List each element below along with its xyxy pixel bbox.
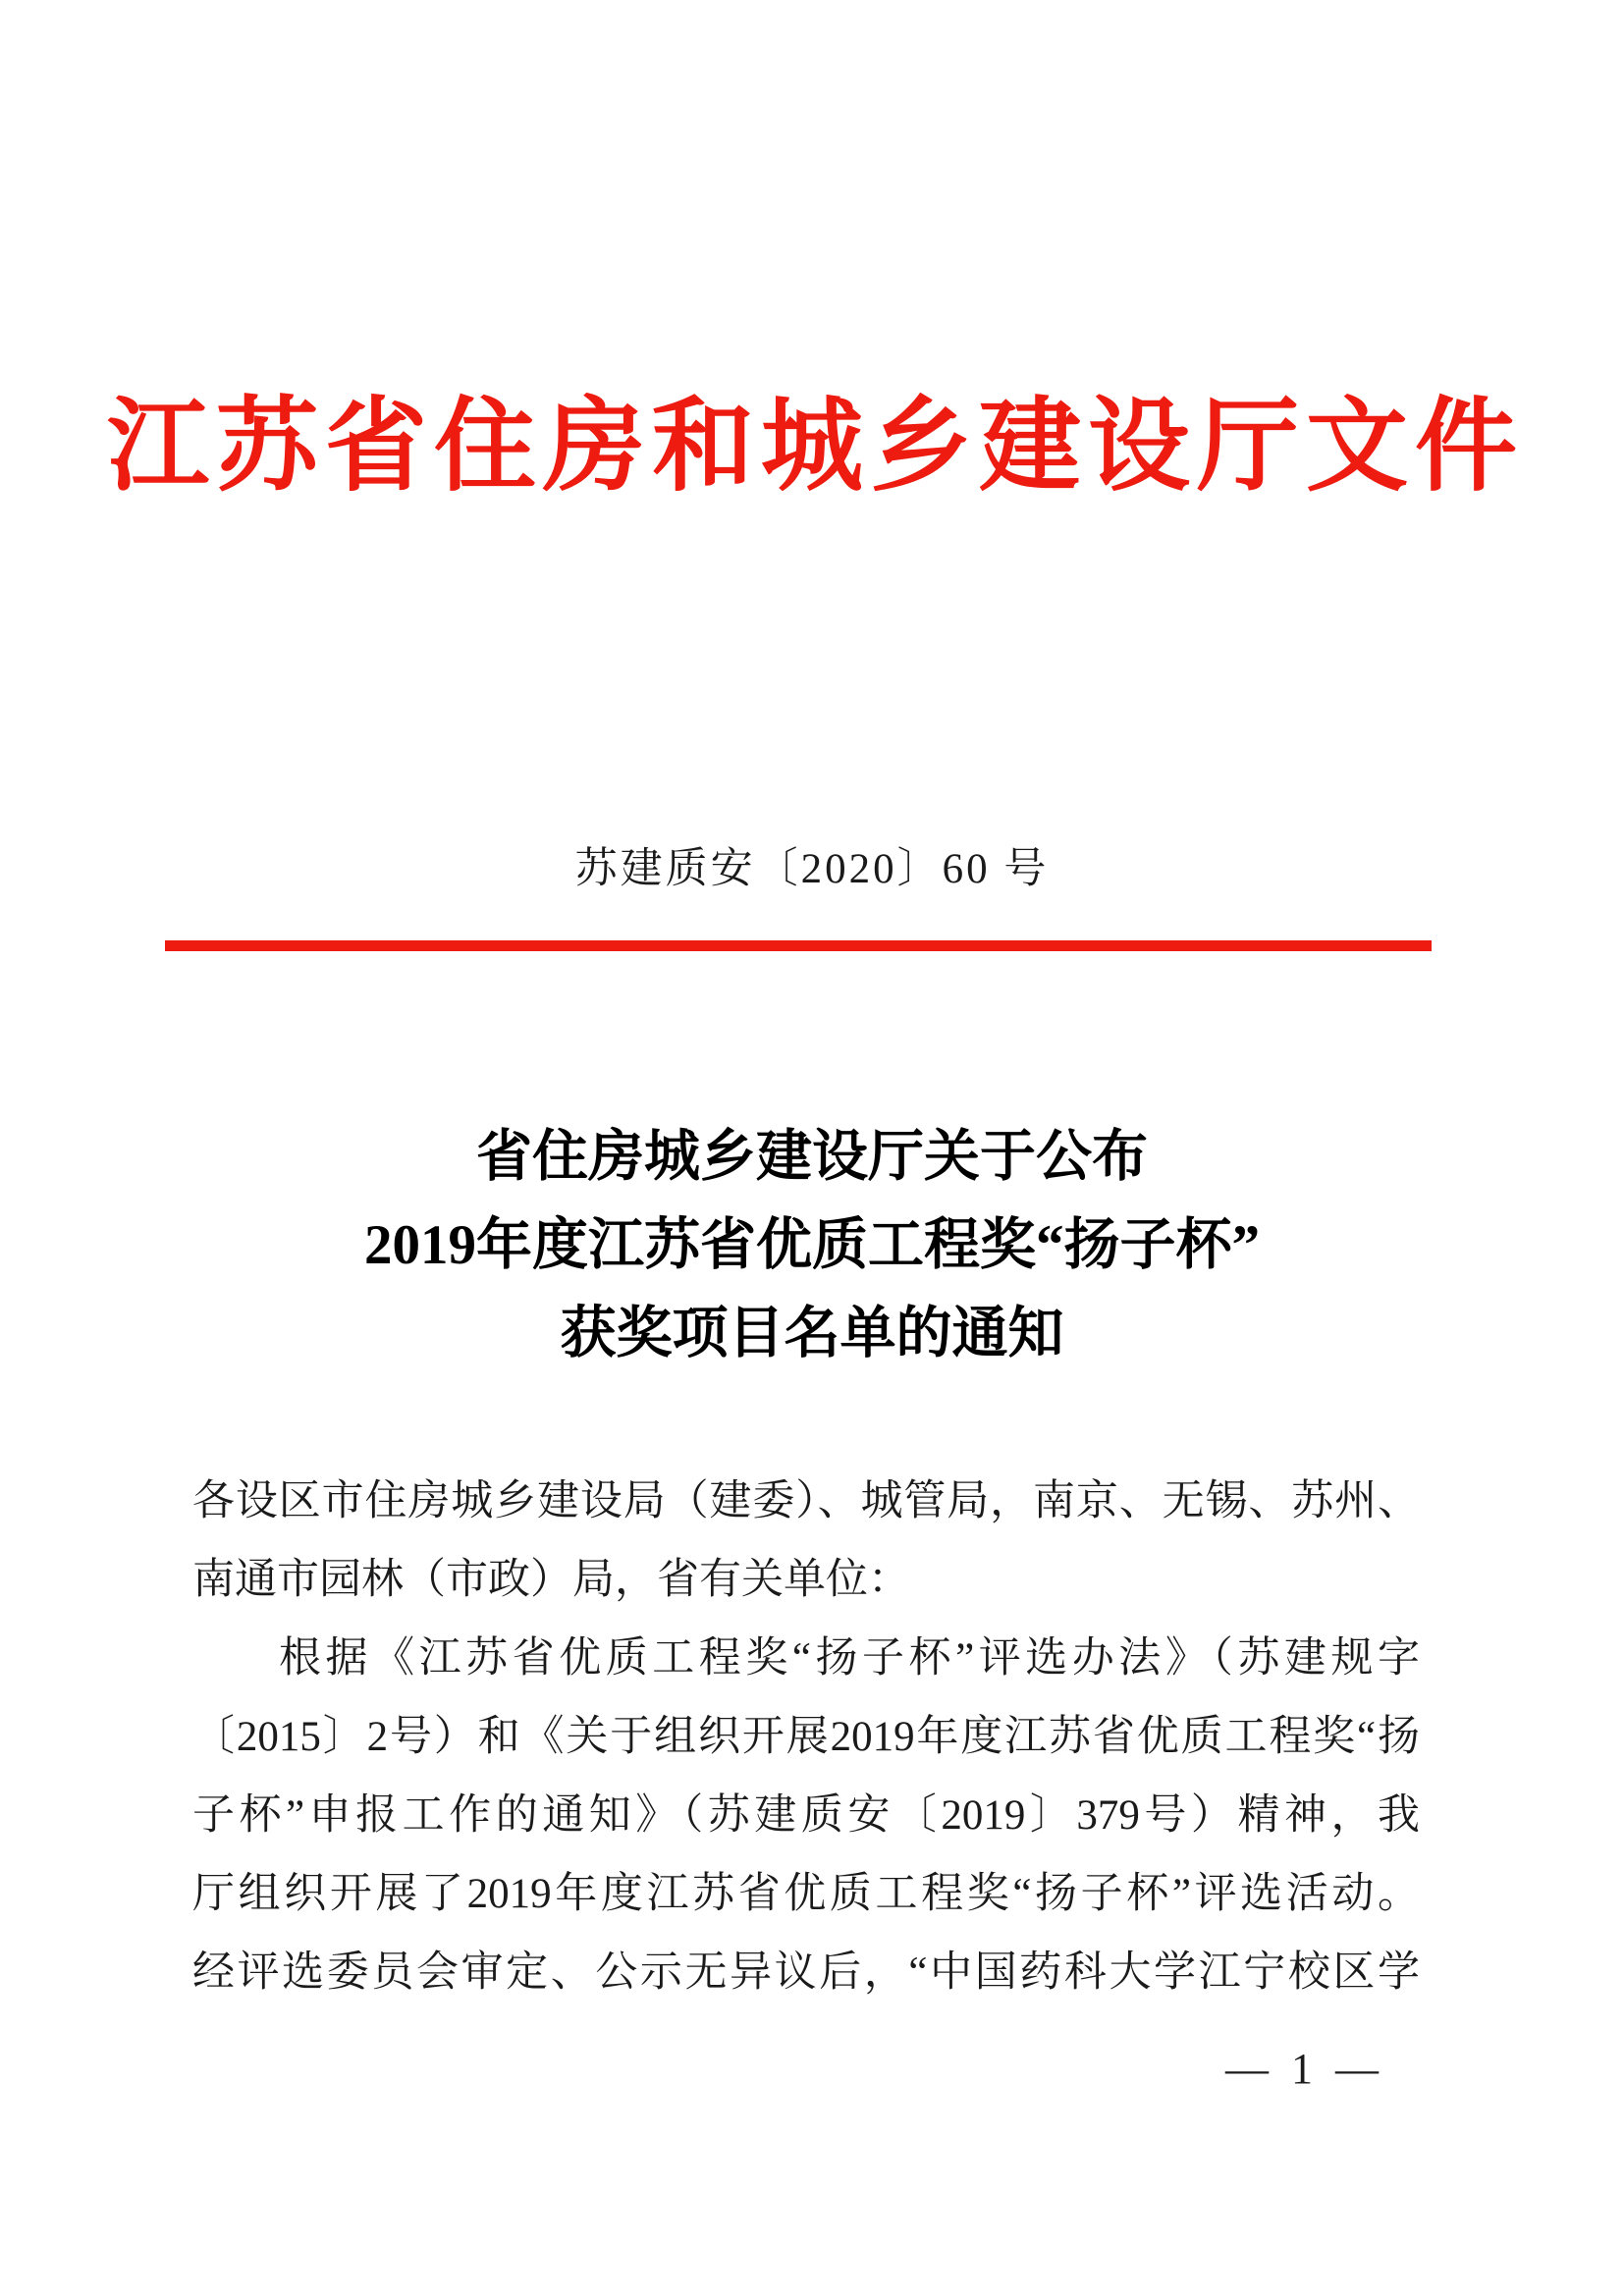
body-text-line: 经评选委员会审定、公示无异议后，“中国药科大学江宁校区学: [192, 1949, 1420, 1996]
agency-letterhead: 江苏省住房和城乡建设厅文件: [106, 391, 1524, 504]
body-text-line: 各设区市住房城乡建设局（建委）、城管局，南京、无锡、苏州、: [192, 1478, 1420, 1524]
body-text-line: 根据《江苏省优质工程奖“扬子杯”评选办法》（苏建规字: [279, 1635, 1420, 1682]
notice-title-line: 2019年度江苏省优质工程奖“扬子杯”: [364, 1214, 1260, 1276]
page-number: — 1 —: [1225, 2045, 1384, 2093]
body-text-line: 南通市园林（市政）局，省有关单位：: [192, 1557, 910, 1603]
body-text-line: 子杯”申报工作的通知》（苏建质安〔2019〕379号）精神，我: [192, 1792, 1420, 1839]
notice-title-line: 获奖项目名单的通知: [560, 1303, 1064, 1364]
notice-title: [0, 1113, 1624, 1378]
body-text-line: 〔2015〕2号）和《关于组织开展2019年度江苏省优质工程奖“扬: [192, 1714, 1420, 1760]
red-divider-line: [165, 940, 1432, 951]
body-text-line: 厅组织开展了2019年度江苏省优质工程奖“扬子杯”评选活动。: [192, 1871, 1420, 1917]
document-body: [192, 1463, 1420, 2012]
document-number: 苏建质安〔2020〕60 号: [574, 846, 1050, 892]
notice-title-line: 省住房城乡建设厅关于公布: [476, 1126, 1148, 1188]
